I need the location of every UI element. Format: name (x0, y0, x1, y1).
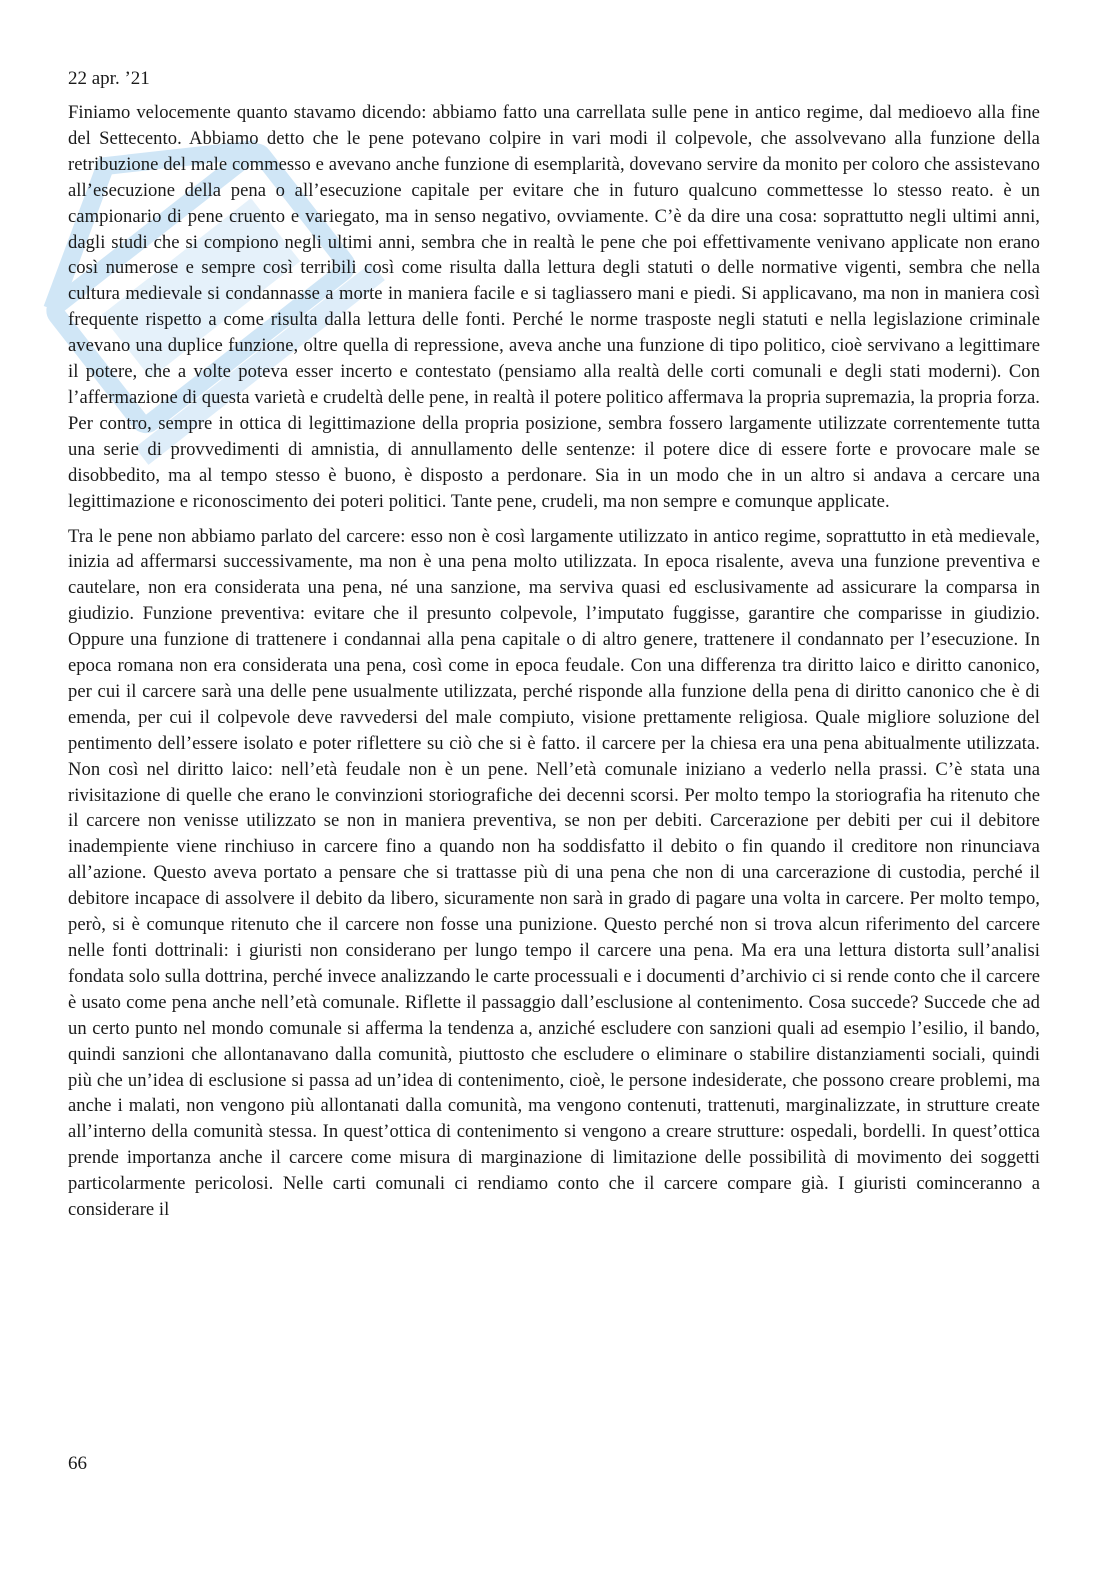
lecture-date: 22 apr. ’21 (68, 68, 150, 89)
paragraph: Finiamo velocemente quanto stavamo dicendo: abbiamo fatto una carrellata sulle pene in antico regime, dal medioevo alla fine del Settecento. Abbiamo detto che le pene potevano colpire in vari modi il colpevole, che assolvevano alla funzione della retribuzione del male commesso e avevano anche funzione di esemplarità, dovevano servire da monito per coloro che assistevano all’esecuzione della pena o all’esecuzione capitale per evitare che in futuro qualcuno commettesse lo stesso reato. è un campionario di pene cruento e variegato, ma in senso negativo, ovviamente. C’è da dire una cosa: soprattutto negli ultimi anni, dagli studi che si compiono negli ultimi anni, sembra che in realtà le pene che poi effettivamente venivano applicate non erano così numerose e sempre così terribili così come risulta dalla lettura degli statuti o delle normative vigenti, sembra che nella cultura medievale si condannasse a morte in maniera facile e si tagliassero mani e piedi. Si applicavano, ma non in maniera così frequente rispetto a come risulta dalla lettura delle fonti. Perché le norme trasposte negli statuti e nella legislazione criminale avevano una duplice funzione, oltre quella di repressione, aveva anche una funzione di tipo politico, cioè servivano a legittimare il potere, che a volte poteva esser incerto e contestato (pensiamo alla realtà delle corti comunali e degli stati moderni). Con l’affermazione di questa varietà e crudeltà delle pene, in realtà il potere politico affermava la propria supremazia, la propria forza. Per contro, sempre in ottica di legittimazione della propria posizione, sembra fossero largamente utilizzate correntemente tutta una serie di provvedimenti di amnistia, di annullamento delle sentenze: il potere dice di essere forte e provocare male se disobbedito, ma al tempo stesso è buono, è disposto a perdonare. Sia in un modo che in un altro si andava a cercare una legittimazione e riconoscimento dei poteri politici. Tante pene, crudeli, ma non sempre e comunque applicate. (68, 102, 1040, 512)
page-number: 66 (68, 1453, 87, 1474)
document-page (68, 66, 1040, 1232)
paragraph: Tra le pene non abbiamo parlato del carcere: esso non è così largamente utilizzato in antico regime, soprattutto in età medievale, inizia ad affermarsi successivamente, ma non è una pena molto utilizzata. In epoca risalente, aveva una funzione preventiva e cautelare, non era considerata una pena, né una sanzione, ma serviva quasi ed esclusivamente ad assicurare la comparsa in giudizio. Funzione preventiva: evitare che il presunto colpevole, l’imputato fuggisse, garantire che comparisse in giudizio. Oppure una funzione di trattenere i condannai alla pena capitale o di altro genere, trattenere il condannato per l’esecuzione. In epoca romana non era considerata una pena, così come in epoca feudale. Con una differenza tra diritto laico e diritto canonico, per cui il carcere sarà una delle pene usualmente utilizzata, perché risponde alla funzione della pena di diritto canonico che è di emenda, per cui il colpevole deve ravvedersi del male compiuto, visione prettamente religiosa. Quale migliore soluzione del pentimento dell’essere isolato e poter riflettere su ciò che si è fatto. il carcere per la chiesa era una pena abitualmente utilizzata. Non così nel diritto laico: nell’età feudale non è un pene. Nell’età comunale iniziano a vederlo nella prassi. C’è stata una rivisitazione di quelle che erano le convinzioni storiografiche dei decenni scorsi. Per molto tempo la storiografia ha ritenuto che il carcere non venisse utilizzato se non in maniera preventiva, se non per debiti. Carcerazione per debiti per cui il debitore inadempiente viene rinchiuso in carcere fino a quando non ha soddisfatto il debito o fin quando il creditore non rinunciava all’azione. Questo aveva portato a pensare che si trattasse più di una pena che non di una carcerazione di custodia, perché il debitore incapace di assolvere il debito da libero, sicuramente non sarà in grado di pagare una volta in carcere. Per molto tempo, però, si è comunque ritenuto che il carcere non fosse una punizione. Questo perché non si trova alcun riferimento del carcere nelle fonti dottrinali: i giuristi non considerano per lungo tempo il carcere una pena. Ma era una lettura distorta sull’analisi fondata solo sulla dottrina, perché invece analizzando le carte processuali e i documenti d’archivio ci si rende conto che il carcere è usato come pena anche nell’età comunale. Riflette il passaggio dall’esclusione al contenimento. Cosa succede? Succede che ad un certo punto nel mondo comunale si afferma la tendenza a, anziché escludere con sanzioni quali ad esempio l’esilio, il bando, quindi sanzioni che allontanavano dalla comunità, piuttosto che escludere o eliminare o stabilire distanziamenti sociali, quindi più che un’idea di esclusione si passa ad un’idea di contenimento, cioè, le persone indesiderate, che possono creare problemi, ma anche i malati, non vengono più allontanati dalla comunità, ma vengono contenuti, trattenuti, marginalizzate, in strutture create all’interno della comunità stessa. In quest’ottica di contenimento si vengono a creare strutture: ospedali, bordelli. In quest’ottica prende importanza anche il carcere come misura di marginazione di limitazione delle possibilità di movimento dei soggetti particolarmente pericolosi. Nelle carti comunali ci rendiamo conto che il carcere compare già. I giuristi cominceranno a considerare il (68, 525, 1040, 1221)
